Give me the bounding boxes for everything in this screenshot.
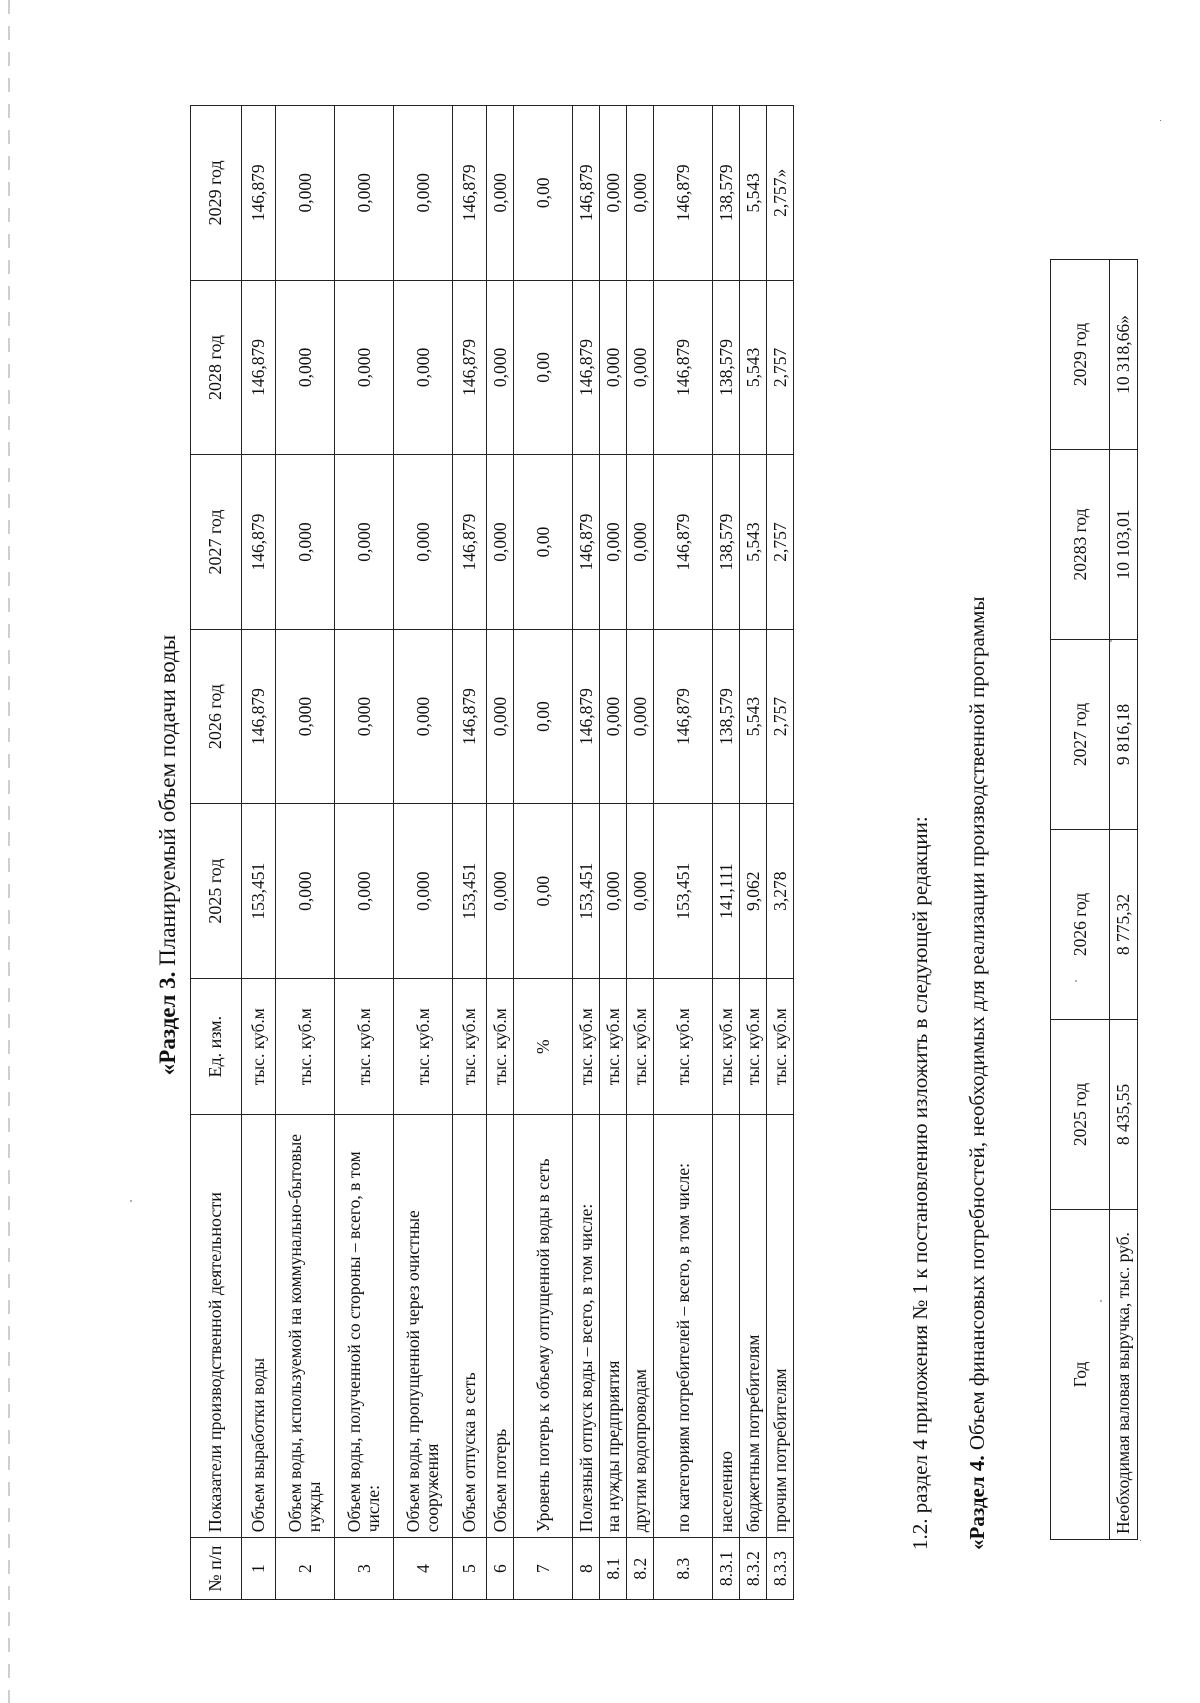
row-value: 138,579 (713, 629, 740, 804)
row-value: 138,579 (713, 106, 740, 281)
row-unit: тыс. куб.м (242, 978, 276, 1115)
row-value: 146,879 (654, 629, 713, 804)
row-name: населению (713, 1115, 740, 1538)
row-value: 146,879 (573, 455, 600, 630)
row-name: Полезный отпуск воды – всего, в том числе: (573, 1115, 600, 1538)
row-unit: тыс. куб.м (740, 978, 767, 1115)
row-value: 5,543 (740, 106, 767, 281)
row-value: 0,000 (487, 106, 514, 281)
row-value: 0,000 (394, 629, 453, 804)
row-value: 0,000 (335, 629, 394, 804)
header-cell: Показатели производственной деятельности (191, 1115, 242, 1538)
row-value: 146,879 (242, 455, 276, 630)
table-row (276, 106, 335, 1600)
row-number: 8.3.2 (740, 1538, 767, 1600)
row-value: 153,451 (573, 804, 600, 979)
scan-margin-artifact (8, 0, 10, 1703)
row-value: 138,579 (713, 280, 740, 455)
table-row (453, 106, 487, 1600)
row-value: 146,879 (453, 455, 487, 630)
row-value: 0,000 (276, 804, 335, 979)
row-value: 153,451 (242, 804, 276, 979)
row-number: 1 (242, 1538, 276, 1600)
header-cell: 2025 год (191, 804, 242, 979)
row-value: 0,000 (600, 106, 627, 281)
row-value: 10 318,66» (1110, 260, 1138, 450)
header-cell: 2028 год (191, 280, 242, 455)
table-header-row (191, 106, 242, 1600)
row-number: 5 (453, 1538, 487, 1600)
table-row (740, 106, 767, 1600)
row-name: бюджетным потребителям (740, 1115, 767, 1538)
row-value: 0,000 (335, 280, 394, 455)
row-number: 6 (487, 1538, 514, 1600)
row-value: 0,00 (514, 280, 573, 455)
row-value: 0,00 (514, 106, 573, 281)
row-value: 146,879 (453, 629, 487, 804)
row-value: 0,00 (514, 804, 573, 979)
row-value: 0,000 (335, 106, 394, 281)
header-cell: 2026 год (191, 629, 242, 804)
row-value: 0,000 (487, 455, 514, 630)
row-value: 0,00 (514, 629, 573, 804)
row-unit: тыс. куб.м (627, 978, 654, 1115)
row-unit: тыс. куб.м (713, 978, 740, 1115)
table-row (600, 106, 627, 1600)
section4-title: «Раздел 4. Объем финансовых потребностей, необходимых для реализации производственной программы (965, 596, 989, 1550)
table-row (514, 106, 573, 1600)
row-value: 0,000 (627, 804, 654, 979)
row-value: 0,000 (276, 455, 335, 630)
row-value: 146,879 (453, 106, 487, 281)
row-value: 0,00 (514, 455, 573, 630)
row-value: 146,879 (654, 455, 713, 630)
section3-title: «Раздел 3. Планируемый объем подачи воды (155, 634, 180, 1076)
row-value: 0,000 (394, 106, 453, 281)
table-row (487, 106, 514, 1600)
row-value: 146,879 (242, 280, 276, 455)
row-value: 5,543 (740, 280, 767, 455)
row-value: 0,000 (487, 629, 514, 804)
section4-table (1050, 259, 1138, 1540)
row-number: 8.1 (600, 1538, 627, 1600)
row-name: прочим потребителям (767, 1115, 794, 1538)
table-row (394, 106, 453, 1600)
header-cell: 2029 год (1051, 260, 1110, 450)
row-value: 2,757» (767, 106, 794, 281)
row-number: 8 (573, 1538, 600, 1600)
row-unit: тыс. куб.м (767, 978, 794, 1115)
row-number: 8.3.1 (713, 1538, 740, 1600)
header-cell: 2029 год (191, 106, 242, 281)
row-name: Необходимая валовая выручка, тыс. руб. (1110, 1210, 1138, 1540)
table-row (767, 106, 794, 1600)
row-value: 153,451 (453, 804, 487, 979)
row-name: на нужды предприятия (600, 1115, 627, 1538)
row-value: 138,579 (713, 455, 740, 630)
header-cell: Ед. изм. (191, 978, 242, 1115)
row-value: 0,000 (600, 629, 627, 804)
row-value: 0,000 (627, 106, 654, 281)
row-value: 0,000 (276, 280, 335, 455)
header-cell: 2027 год (1051, 640, 1110, 830)
table-header-row (1051, 260, 1110, 1540)
row-number: 7 (514, 1538, 573, 1600)
row-value: 8 775,32 (1110, 830, 1138, 1020)
row-value: 0,000 (600, 804, 627, 979)
row-unit: тыс. куб.м (487, 978, 514, 1115)
row-unit: тыс. куб.м (394, 978, 453, 1115)
header-cell: 2025 год (1051, 1020, 1110, 1210)
row-name: Объем воды, пропущенной через очистные сооружения (394, 1115, 453, 1538)
row-number: 8.3.3 (767, 1538, 794, 1600)
rotated-page (60, 90, 1200, 1620)
row-value: 0,000 (627, 455, 654, 630)
row-value: 146,879 (242, 629, 276, 804)
header-cell: Год (1051, 1210, 1110, 1540)
row-value: 2,757 (767, 280, 794, 455)
row-value: 146,879 (654, 106, 713, 281)
table-row (627, 106, 654, 1600)
row-value: 146,879 (573, 106, 600, 281)
row-unit: тыс. куб.м (453, 978, 487, 1115)
row-name: Объем воды, полученной со стороны – всего, в том числе: (335, 1115, 394, 1538)
header-cell: 2027 год (191, 455, 242, 630)
row-value: 141,111 (713, 804, 740, 979)
row-value: 146,879 (453, 280, 487, 455)
row-name: Уровень потерь к объему отпущенной воды в сеть (514, 1115, 573, 1538)
row-name: Объем отпуска в сеть (453, 1115, 487, 1538)
row-value: 0,000 (600, 280, 627, 455)
row-value: 0,000 (627, 280, 654, 455)
row-value: 0,000 (394, 455, 453, 630)
row-unit: тыс. куб.м (600, 978, 627, 1115)
row-value: 153,451 (654, 804, 713, 979)
row-unit: тыс. куб.м (654, 978, 713, 1115)
header-cell: № п/п (191, 1538, 242, 1600)
row-value: 146,879 (573, 629, 600, 804)
row-value: 10 103,01 (1110, 450, 1138, 640)
row-value: 5,543 (740, 455, 767, 630)
row-unit: тыс. куб.м (573, 978, 600, 1115)
row-name: по категориям потребителей – всего, в том числе: (654, 1115, 713, 1538)
row-value: 5,543 (740, 629, 767, 804)
row-number: 8.3 (654, 1538, 713, 1600)
row-value: 0,000 (487, 804, 514, 979)
row-number: 2 (276, 1538, 335, 1600)
table-row (654, 106, 713, 1600)
table-row (242, 106, 276, 1600)
row-value: 0,000 (276, 106, 335, 281)
row-value: 146,879 (242, 106, 276, 281)
row-value: 3,278 (767, 804, 794, 979)
row-value: 9 816,18 (1110, 640, 1138, 830)
row-name: Объем потерь (487, 1115, 514, 1538)
row-name: Объем воды, используемой на коммунально-бытовые нужды (276, 1115, 335, 1538)
row-value: 146,879 (654, 280, 713, 455)
row-value: 0,000 (276, 629, 335, 804)
row-value: 0,000 (335, 455, 394, 630)
row-number: 8.2 (627, 1538, 654, 1600)
row-value: 2,757 (767, 629, 794, 804)
table-row (1110, 260, 1138, 1540)
row-value: 2,757 (767, 455, 794, 630)
row-value: 0,000 (487, 280, 514, 455)
row-value: 8 435,55 (1110, 1020, 1138, 1210)
header-cell: 2026 год (1051, 830, 1110, 1020)
row-unit: тыс. куб.м (335, 978, 394, 1115)
table-row (573, 106, 600, 1600)
row-value: 0,000 (600, 455, 627, 630)
row-name: другим водопроводам (627, 1115, 654, 1538)
section3-table (190, 105, 794, 1600)
row-value: 0,000 (394, 804, 453, 979)
row-unit: тыс. куб.м (276, 978, 335, 1115)
row-value: 0,000 (335, 804, 394, 979)
amendment-paragraph: 1.2. раздел 4 приложения № 1 к постановлению изложить в следующей редакции: (908, 816, 932, 1550)
row-value: 0,000 (394, 280, 453, 455)
row-number: 4 (394, 1538, 453, 1600)
table-row (713, 106, 740, 1600)
row-value: 146,879 (573, 280, 600, 455)
row-number: 3 (335, 1538, 394, 1600)
row-value: 0,000 (627, 629, 654, 804)
table-row (335, 106, 394, 1600)
header-cell: 20283 год (1051, 450, 1110, 640)
row-name: Объем выработки воды (242, 1115, 276, 1538)
row-value: 9,062 (740, 804, 767, 979)
row-unit: % (514, 978, 573, 1115)
